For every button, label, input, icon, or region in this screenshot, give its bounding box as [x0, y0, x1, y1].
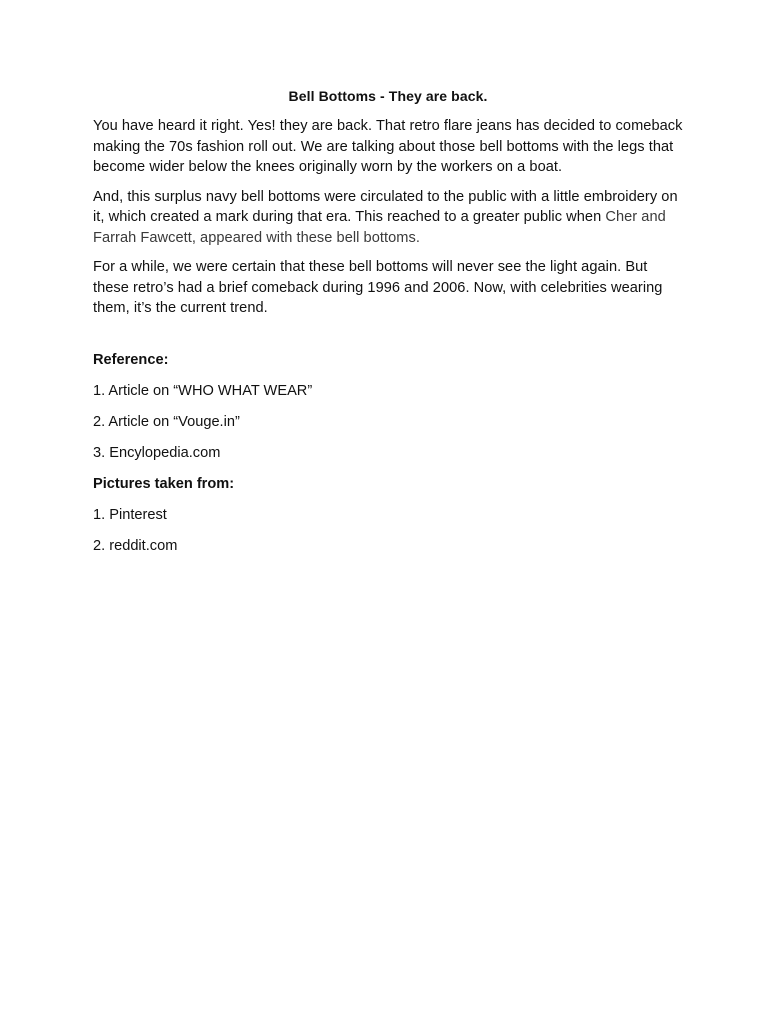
- picture-source-item: 2. reddit.com: [93, 537, 178, 554]
- reference-item: 1. Article on “WHO WHAT WEAR”: [93, 382, 313, 399]
- reference-item: 2. Article on “Vouge.in”: [93, 413, 240, 430]
- section-spacer: [93, 328, 683, 350]
- document-title: Bell Bottoms - They are back.: [288, 88, 488, 104]
- reference-item: 3. Encylopedia.com: [93, 444, 221, 461]
- picture-source-item: 1. Pinterest: [93, 506, 167, 523]
- reference-heading: Reference:: [93, 351, 169, 368]
- paragraph-intro: You have heard it right. Yes! they are back. That retro flare jeans has decided to comeback making the 70s fashion roll out. We are talking about those bell bottoms with the legs that become wider below the knees originally worn by the workers on a boat.: [93, 118, 683, 175]
- document-page: [93, 86, 683, 567]
- paragraph-navy-history-text: And, this surplus navy bell bottoms were circulated to the public with a little embroidery on it, which created a mark during that era. This reached to a greater public when: [93, 188, 678, 225]
- pictures-heading: Pictures taken from:: [93, 475, 235, 492]
- paragraph-navy-history: [93, 187, 683, 249]
- celebrity-reference-text: Cher and Farrah Fawcett, appeared with these bell bottoms.: [93, 209, 666, 246]
- paragraph-comeback: For a while, we were certain that these bell bottoms will never see the light again. But these retro’s had a brief comeback during 1996 and 2006. Now, with celebrities wearing them, it’s the current trend.: [93, 259, 663, 316]
